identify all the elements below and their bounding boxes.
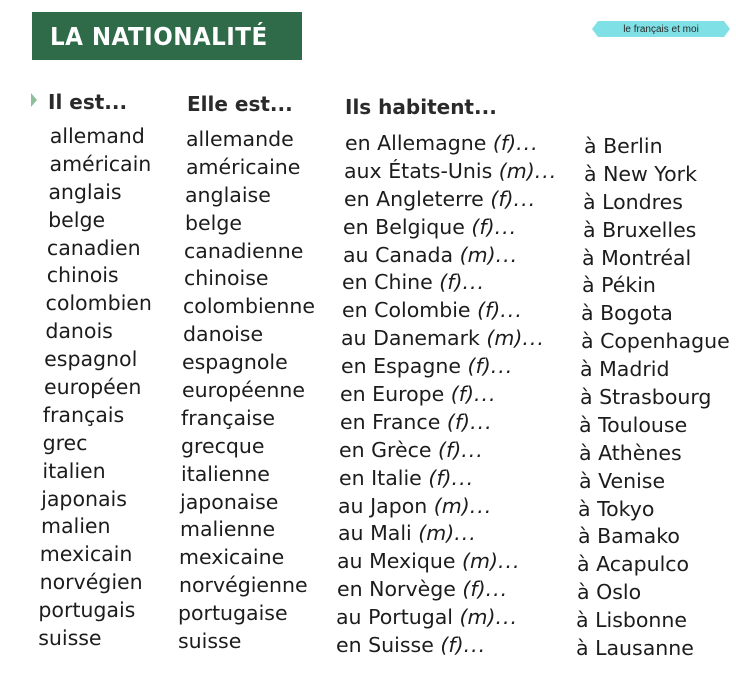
- country-preposition: en: [340, 409, 366, 434]
- country-dots: ...: [462, 270, 486, 295]
- country-name: Allemagne: [377, 131, 487, 155]
- city-name: à Tokyo: [578, 496, 655, 521]
- country-preposition: en: [344, 186, 370, 211]
- country-dots: ...: [522, 326, 545, 351]
- country-dots: ...: [534, 158, 558, 183]
- bullet-marker-icon: [31, 93, 37, 107]
- country-entry: [340, 409, 557, 437]
- country-preposition: au: [343, 242, 369, 267]
- city-name: à Oslo: [577, 580, 642, 605]
- country-entry: [342, 297, 557, 325]
- feminine-form: colombienne: [183, 294, 315, 319]
- country-dots: ...: [485, 577, 509, 602]
- country-name: Suisse: [368, 633, 434, 658]
- city-name: à Copenhague: [581, 329, 730, 354]
- country-preposition: en: [341, 354, 367, 379]
- feminine-form: malienne: [180, 517, 276, 542]
- country-name: Portugal: [368, 605, 453, 630]
- feminine-form: européenne: [182, 378, 305, 403]
- country-dots: ...: [490, 354, 514, 379]
- country-gender: (f): [462, 577, 486, 602]
- feminine-form: anglaise: [185, 182, 271, 207]
- country-preposition: en: [340, 382, 366, 407]
- country-preposition: en: [339, 437, 365, 462]
- country-name: Mexique: [369, 549, 456, 574]
- country-preposition: au: [341, 326, 367, 351]
- country-preposition: en: [342, 270, 368, 295]
- country-gender: (m): [459, 605, 496, 630]
- country-name: États-Unis: [388, 158, 493, 183]
- country-entry: [338, 520, 557, 548]
- country-preposition: en: [339, 465, 365, 490]
- country-gender: (f): [467, 354, 491, 379]
- feminine-form: norvégienne: [179, 573, 308, 598]
- country-gender: (f): [428, 465, 452, 490]
- country-dots: ...: [497, 549, 521, 574]
- feminine-form: japonaise: [180, 489, 279, 514]
- city-name: à Strasbourg: [580, 385, 712, 410]
- city-name: à Venise: [579, 468, 666, 493]
- masculine-form: européen: [43, 375, 142, 400]
- country-gender: (m): [418, 521, 455, 546]
- country-name: Colombie: [374, 298, 471, 323]
- header-ils: Ils habitent...: [345, 95, 497, 119]
- country-preposition: en: [337, 577, 363, 602]
- city-name: à Madrid: [580, 357, 670, 382]
- country-entry: [344, 186, 557, 214]
- country-gender: (m): [498, 158, 535, 183]
- city-name: à Acapulco: [577, 552, 690, 577]
- masculine-form: norvégien: [39, 570, 143, 595]
- country-name: Mali: [370, 521, 412, 546]
- country-gender: (m): [486, 326, 523, 351]
- city-name: à Bruxelles: [583, 217, 697, 242]
- country-dots: ...: [470, 409, 493, 434]
- feminine-form: italienne: [181, 461, 270, 486]
- country-dots: ...: [516, 131, 539, 155]
- country-preposition: au: [338, 521, 364, 546]
- title-banner: [32, 12, 302, 60]
- country-preposition: aux: [344, 158, 382, 183]
- masculine-form: italien: [42, 458, 106, 483]
- city-name: à Lausanne: [576, 636, 694, 661]
- country-entry: [337, 576, 557, 604]
- city-name: à Bamako: [578, 524, 680, 549]
- country-entry: [341, 353, 557, 381]
- feminine-form: belge: [185, 210, 242, 235]
- country-entry: [343, 214, 557, 242]
- country-entry: [338, 493, 557, 521]
- country-dots: ...: [454, 521, 477, 546]
- country-dots: ...: [495, 605, 519, 630]
- feminine-form: portugaise: [178, 601, 288, 626]
- country-gender: (f): [492, 131, 517, 155]
- country-dots: ...: [495, 242, 519, 267]
- country-gender: (f): [450, 382, 474, 407]
- country-name: Norvège: [369, 577, 456, 602]
- country-gender: (m): [433, 493, 470, 518]
- masculine-form: japonais: [41, 486, 128, 511]
- country-gender: (f): [439, 270, 463, 295]
- page-title: LA NATIONALITÉ: [50, 21, 268, 51]
- country-column: [336, 130, 558, 660]
- city-name: à Berlin: [584, 134, 663, 158]
- city-name: à Pékin: [582, 273, 656, 298]
- country-entry: [339, 465, 557, 493]
- source-badge-label: le français et moi: [623, 23, 699, 35]
- feminine-column: [178, 126, 315, 656]
- feminine-form: danoise: [183, 322, 264, 347]
- country-gender: (f): [477, 298, 501, 323]
- city-name: à Montréal: [582, 245, 692, 270]
- country-preposition: en: [343, 214, 369, 239]
- masculine-form: danois: [45, 319, 113, 344]
- country-entry: [336, 604, 557, 632]
- country-name: Angleterre: [376, 186, 484, 211]
- country-preposition: en: [336, 633, 362, 658]
- masculine-form: chinois: [46, 263, 119, 288]
- country-preposition: au: [336, 605, 362, 630]
- masculine-form: anglais: [48, 179, 122, 204]
- masculine-form: belge: [48, 207, 106, 232]
- country-dots: ...: [494, 214, 518, 239]
- country-dots: ...: [451, 465, 475, 490]
- country-dots: ...: [500, 298, 523, 323]
- masculine-form: portugais: [38, 598, 136, 623]
- country-entry: [343, 242, 557, 270]
- masculine-form: allemand: [49, 124, 145, 148]
- country-preposition: au: [337, 549, 363, 574]
- country-entry: [337, 548, 557, 576]
- country-dots: ...: [461, 437, 484, 462]
- city-name: à Lisbonne: [576, 608, 688, 633]
- city-name: à Toulouse: [579, 412, 688, 437]
- feminine-form: chinoise: [184, 266, 269, 291]
- country-dots: ...: [473, 382, 497, 407]
- country-gender: (m): [459, 242, 496, 267]
- header-il: Il est...: [48, 90, 128, 114]
- country-gender: (f): [490, 186, 514, 211]
- country-gender: (f): [471, 214, 495, 239]
- country-entry: [341, 325, 557, 353]
- feminine-form: française: [181, 405, 276, 430]
- masculine-form: colombien: [45, 291, 153, 316]
- country-entry: [345, 130, 557, 158]
- feminine-form: suisse: [178, 629, 242, 654]
- masculine-form: espagnol: [44, 347, 138, 372]
- masculine-form: mexicain: [39, 542, 133, 567]
- country-name: France: [372, 409, 441, 434]
- country-name: Belgique: [375, 214, 465, 239]
- country-gender: (f): [440, 633, 464, 658]
- feminine-form: mexicaine: [179, 545, 285, 570]
- country-name: Grèce: [371, 437, 432, 462]
- country-name: Japon: [370, 493, 428, 518]
- feminine-form: américaine: [186, 154, 301, 179]
- city-name: à Londres: [583, 189, 683, 214]
- masculine-column: [38, 123, 153, 653]
- city-name: à Bogota: [581, 301, 673, 326]
- country-name: Espagne: [373, 354, 461, 379]
- header-elle: Elle est...: [187, 92, 293, 116]
- country-name: Canada: [375, 242, 454, 267]
- country-preposition: en: [342, 298, 368, 323]
- feminine-form: allemande: [186, 127, 294, 151]
- country-gender: (f): [438, 437, 462, 462]
- feminine-form: grecque: [181, 433, 265, 458]
- source-badge: [598, 21, 724, 37]
- country-entry: [344, 158, 557, 186]
- country-dots: ...: [463, 633, 487, 658]
- feminine-form: espagnole: [182, 350, 288, 375]
- masculine-form: français: [42, 402, 125, 427]
- city-name: à New York: [584, 161, 697, 186]
- country-dots: ...: [469, 493, 493, 518]
- country-name: Europe: [372, 382, 445, 407]
- country-gender: (f): [446, 409, 471, 434]
- country-preposition: en: [345, 131, 371, 155]
- country-gender: (m): [462, 549, 498, 574]
- country-entry: [340, 381, 557, 409]
- country-preposition: au: [338, 493, 364, 518]
- country-name: Danemark: [373, 326, 480, 351]
- masculine-form: suisse: [38, 626, 102, 651]
- country-entry: [339, 437, 557, 465]
- country-dots: ...: [513, 186, 537, 211]
- country-name: Italie: [371, 465, 422, 490]
- city-column: [576, 133, 730, 663]
- masculine-form: malien: [40, 514, 111, 539]
- masculine-form: grec: [42, 430, 88, 455]
- masculine-form: canadien: [46, 235, 141, 260]
- feminine-form: canadienne: [184, 238, 304, 263]
- country-entry: [336, 632, 557, 660]
- city-name: à Athènes: [579, 440, 682, 465]
- masculine-form: américain: [49, 151, 152, 176]
- country-entry: [342, 269, 557, 297]
- country-name: Chine: [374, 270, 433, 295]
